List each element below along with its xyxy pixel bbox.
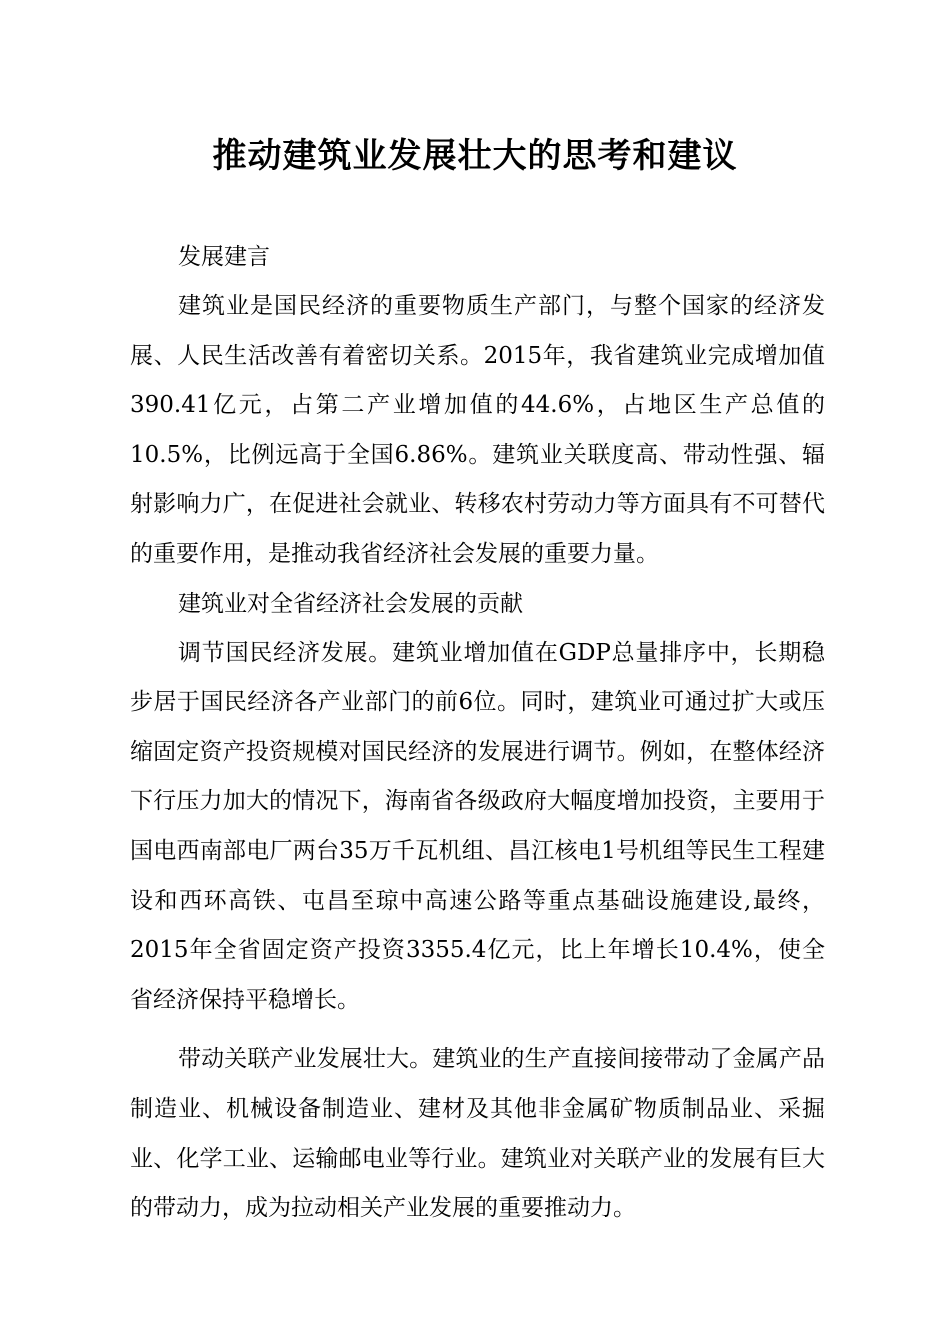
- paragraph-related-industries: 带动关联产业发展壮大。建筑业的生产直接间接带动了金属产品制造业、机械设备制造业、建材及其他非金属矿物质制品业、采掘业、化学工业、运输邮电业等行业。建筑业对关联产业的发展有巨大的带动力，成为拉动相关产业发展的重要推动力。: [130, 1046, 825, 1222]
- section-heading-development-advice: 发展建言: [178, 244, 270, 270]
- paragraph-industry-overview: 建筑业是国民经济的重要物质生产部门，与整个国家的经济发展、人民生活改善有着密切关系。2015年，我省建筑业完成增加值390.41亿元，占第二产业增加值的44.6%，占地区生产总值的10.5%，比例远高于全国6.86%。建筑业关联度高、带动性强、辐射影响力广，在促进社会就业、转移农村劳动力等方面具有不可替代的重要作用，是推动我省经济社会发展的重要力量。: [130, 293, 825, 567]
- document-body: [130, 233, 825, 1234]
- paragraph-regulating-economy: 调节国民经济发展。建筑业增加值在GDP总量排序中，长期稳步居于国民经济各产业部门的前6位。同时，建筑业可通过扩大或压缩固定资产投资规模对国民经济的发展进行调节。例如，在整体经济下行压力加大的情况下，海南省各级政府大幅度增加投资，主要用于国电西南部电厂两台35万千瓦机组、昌江核电1号机组等民生工程建设和西环高铁、屯昌至琼中高速公路等重点基础设施建设,最终，2015年全省固定资产投资3355.4亿元，比上年增长10.4%，使全省经济保持平稳增长。: [130, 639, 825, 1013]
- document-title: 推动建筑业发展壮大的思考和建议: [212, 136, 738, 176]
- section-heading-contribution: 建筑业对全省经济社会发展的贡献: [178, 590, 523, 617]
